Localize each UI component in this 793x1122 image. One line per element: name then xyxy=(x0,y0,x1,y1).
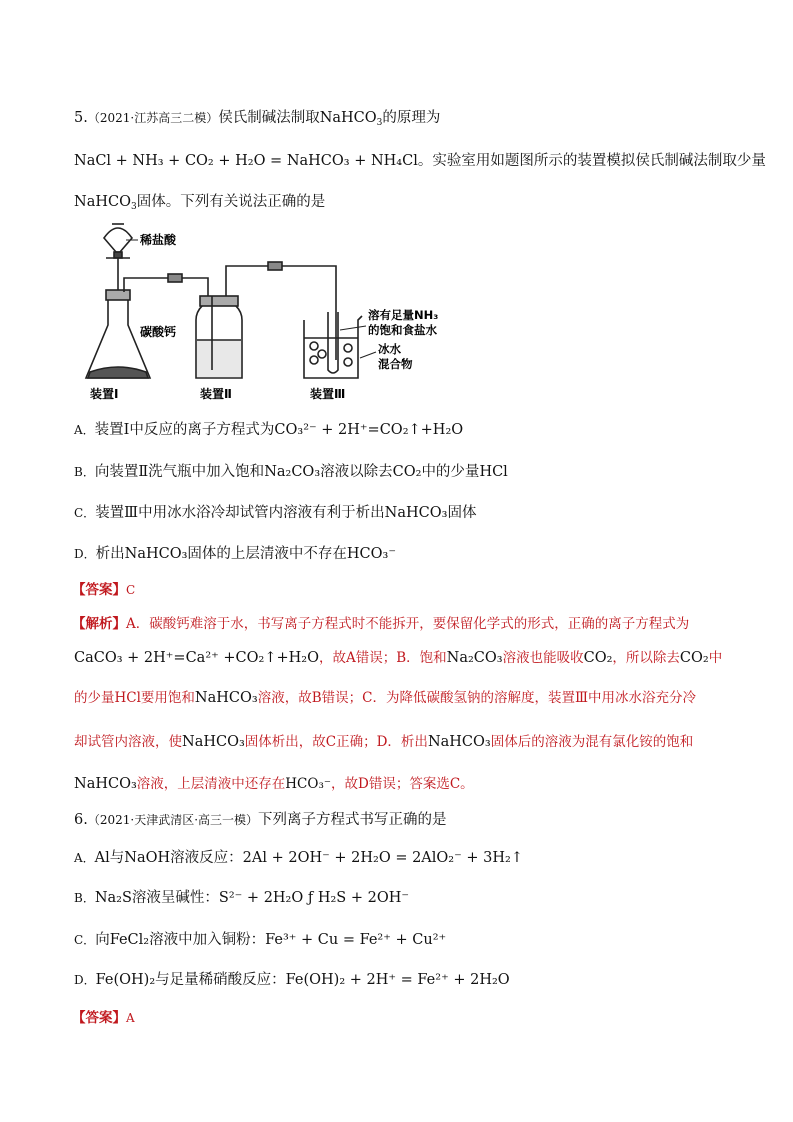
q5-answer-tag: 【答案】 xyxy=(72,582,126,598)
q5-option-b-text-2: 溶液以除去 xyxy=(320,464,393,480)
q5-option-c-formula: NaHCO₃ xyxy=(384,505,448,521)
q6-source: （2021·天津武清区·高三一模） xyxy=(87,813,259,827)
q5-analysis-4-f1: NaHCO₃ xyxy=(182,734,245,750)
q6-option-a-text1: 与 xyxy=(109,850,125,866)
q6-option-d-text1: 与足量稀硝酸反应： xyxy=(155,972,286,988)
q5-analysis-5-f1: NaHCO₃ xyxy=(74,776,137,792)
q5-formula: NaHCO$_3$ xyxy=(319,110,383,128)
q5-option-b-formula-3: HCl xyxy=(479,464,508,480)
label-device-3: 装置Ⅲ xyxy=(310,387,346,401)
label-caco3: 碳酸钙 xyxy=(140,325,177,339)
q6-option-b-formula: Na₂S xyxy=(94,890,132,906)
q5-option-b-formula-1: Na₂CO₃ xyxy=(264,464,321,480)
q6-option-d xyxy=(74,968,510,989)
q6-option-b-equation: S²⁻ + 2H₂O ƒ H₂S + 2OH⁻ xyxy=(218,890,410,906)
q5-analysis-2-text: ，故A错误；B．饱和 xyxy=(318,650,447,666)
q6-number: 6. xyxy=(74,812,88,828)
q5-analysis-2-f3: CO₂ xyxy=(679,650,709,666)
q6-option-a-label: A． xyxy=(74,851,95,865)
label-ice-1: 冰水 xyxy=(378,342,401,356)
q5-analysis-equation: CaCO₃ + 2H⁺=Ca²⁺ +CO₂↑+H₂O xyxy=(74,650,319,666)
q6-option-c xyxy=(74,928,446,949)
q5-option-a-text: 装置Ⅰ中反应的离子方程式为 xyxy=(94,422,275,438)
q5-analysis-4-text2: 固体析出，故C正确；D．析出 xyxy=(244,734,428,750)
q5-option-c-text-2: 固体 xyxy=(447,505,477,521)
q5-stem-1: 侯氏制碱法制取 xyxy=(218,110,320,126)
q5-analysis-5-text2: ，故D错误；答案选C。 xyxy=(331,776,474,792)
q5-analysis-5-ion: HCO₃⁻ xyxy=(285,776,331,792)
q5-answer-value: C xyxy=(126,583,136,597)
q5-option-d-ion: HCO₃⁻ xyxy=(346,546,396,562)
q6-option-d-equation: Fe(OH)₂ + 2H⁺ = Fe²⁺ + 2H₂O xyxy=(285,972,510,988)
q5-analysis-5-text1: 溶液，上层清液中还存在 xyxy=(136,776,286,792)
q5-analysis-tag: 【解析】 xyxy=(72,616,126,632)
q5-equation-line xyxy=(74,149,766,170)
q5-line3-text: 固体。下列有关说法正确的是 xyxy=(136,194,326,210)
q5-option-a-label: A． xyxy=(74,423,95,437)
q5-equation-after: 。实验室用如题图所示的装置模拟侯氏制碱法制取少量 xyxy=(417,153,766,169)
q6-answer-tag: 【答案】 xyxy=(72,1010,126,1026)
q6-option-a-f2: NaOH xyxy=(124,850,171,866)
q6-option-c-text1: 向 xyxy=(95,932,110,948)
q5-option-d-formula: NaHCO₃ xyxy=(124,546,188,562)
q5-analysis-3-text1: 的少量 xyxy=(74,690,115,706)
q5-analysis-4-text1: 却试管内溶液，使 xyxy=(74,734,182,750)
q5-analysis-2-f2: CO₂ xyxy=(583,650,613,666)
q5-analysis-4-f2: NaHCO₃ xyxy=(427,734,491,750)
label-solution-1: 溶有足量NH₃ xyxy=(368,308,439,322)
q5-analysis-3-f2: NaHCO₃ xyxy=(194,690,258,706)
q6-option-b xyxy=(74,886,409,907)
q5-option-b-label: B． xyxy=(74,465,95,479)
q5-option-d-text-2: 固体的上层清液中不存在 xyxy=(187,546,347,562)
q5-option-d-label: D． xyxy=(74,547,96,561)
q5-stem-2: 的原理为 xyxy=(382,110,441,126)
q6-option-a-f1: Al xyxy=(94,850,110,866)
q6-option-c-equation: Fe³⁺ + Cu = Fe²⁺ + Cu²⁺ xyxy=(265,932,447,948)
label-device-2: 装置Ⅱ xyxy=(200,387,232,401)
q5-option-b-text-3: 中的少量 xyxy=(421,464,480,480)
q5-number: 5. xyxy=(74,110,88,126)
q6-option-d-formula: Fe(OH)₂ xyxy=(95,972,156,988)
q5-option-a-equation: CO₃²⁻ + 2H⁺=CO₂↑+H₂O xyxy=(274,422,464,438)
q5-analysis-3-f1: HCl xyxy=(114,690,141,706)
q5-analysis-line-5 xyxy=(74,772,474,792)
q5-analysis-3-text3: 溶液，故B错误；C．为降低碳酸氢钠的溶解度，装置Ⅲ中用冰水浴充分冷 xyxy=(257,690,696,706)
q6-option-a-text2: 溶液反应： xyxy=(170,850,243,866)
apparatus-figure xyxy=(78,220,468,410)
q5-analysis-4-text3: 固体后的溶液为混有氯化铵的饱和 xyxy=(490,734,694,750)
q6-option-d-label: D． xyxy=(74,973,96,987)
q6-stem: 下列离子方程式书写正确的是 xyxy=(258,812,447,828)
q5-analysis-line-3 xyxy=(74,686,696,706)
q5-analysis-1: A．碳酸钙难溶于水，书写离子方程式时不能拆开，要保留化学式的形式，正确的离子方程式为 xyxy=(126,616,690,632)
q5-analysis-2-text4: 中 xyxy=(708,650,723,666)
q6-answer-value: A xyxy=(126,1011,135,1025)
q5-analysis-2-text3: ，所以除去 xyxy=(612,650,680,666)
q5-line3-formula: NaHCO$_3$ xyxy=(74,194,137,212)
q6-stem-line xyxy=(74,808,447,829)
q5-source: （2021·江苏高三二模） xyxy=(87,111,219,125)
q6-option-a-equation: 2Al + 2OH⁻ + 2H₂O = 2AlO₂⁻ + 3H₂↑ xyxy=(242,850,523,866)
q5-option-d xyxy=(74,542,396,563)
label-ice-2: 混合物 xyxy=(378,357,413,371)
q5-answer xyxy=(72,578,135,598)
q5-option-c-label: C． xyxy=(74,506,96,520)
q5-analysis-2-text2: 溶液也能吸收 xyxy=(502,650,584,666)
q5-option-c-text-1: 装置Ⅲ中用冰水浴冷却试管内溶液有利于析出 xyxy=(95,505,385,521)
q6-option-c-formula: FeCl₂ xyxy=(109,932,150,948)
q5-option-b-formula-2: CO₂ xyxy=(392,464,422,480)
q5-option-d-text-1: 析出 xyxy=(95,546,125,562)
label-device-1: 装置Ⅰ xyxy=(90,387,119,401)
q5-stem-line xyxy=(74,106,440,128)
q5-analysis-line-2 xyxy=(74,646,722,666)
q5-equation: NaCl + NH₃ + CO₂ + H₂O = NaHCO₃ + NH₄Cl xyxy=(74,153,418,169)
q5-option-b-text-1: 向装置Ⅱ洗气瓶中加入饱和 xyxy=(94,464,265,480)
q6-option-c-label: C． xyxy=(74,933,96,947)
q6-option-c-text2: 溶液中加入铜粉： xyxy=(149,932,266,948)
q6-answer xyxy=(72,1006,135,1026)
label-solution-2: 的饱和食盐水 xyxy=(368,323,437,337)
q5-option-a xyxy=(74,418,463,439)
q5-option-c xyxy=(74,501,476,522)
q5-analysis-line-1 xyxy=(72,612,689,632)
q6-option-b-label: B． xyxy=(74,891,95,905)
q5-option-b xyxy=(74,460,508,481)
q5-stem-line-3 xyxy=(74,190,325,212)
q5-analysis-2-f1: Na₂CO₃ xyxy=(446,650,503,666)
q6-option-a xyxy=(74,846,523,867)
q6-option-b-text: 溶液呈碱性： xyxy=(131,890,219,906)
label-acid: 稀盐酸 xyxy=(140,233,177,247)
q5-analysis-3-text2: 要用饱和 xyxy=(140,690,195,706)
q5-analysis-line-4 xyxy=(74,730,693,750)
